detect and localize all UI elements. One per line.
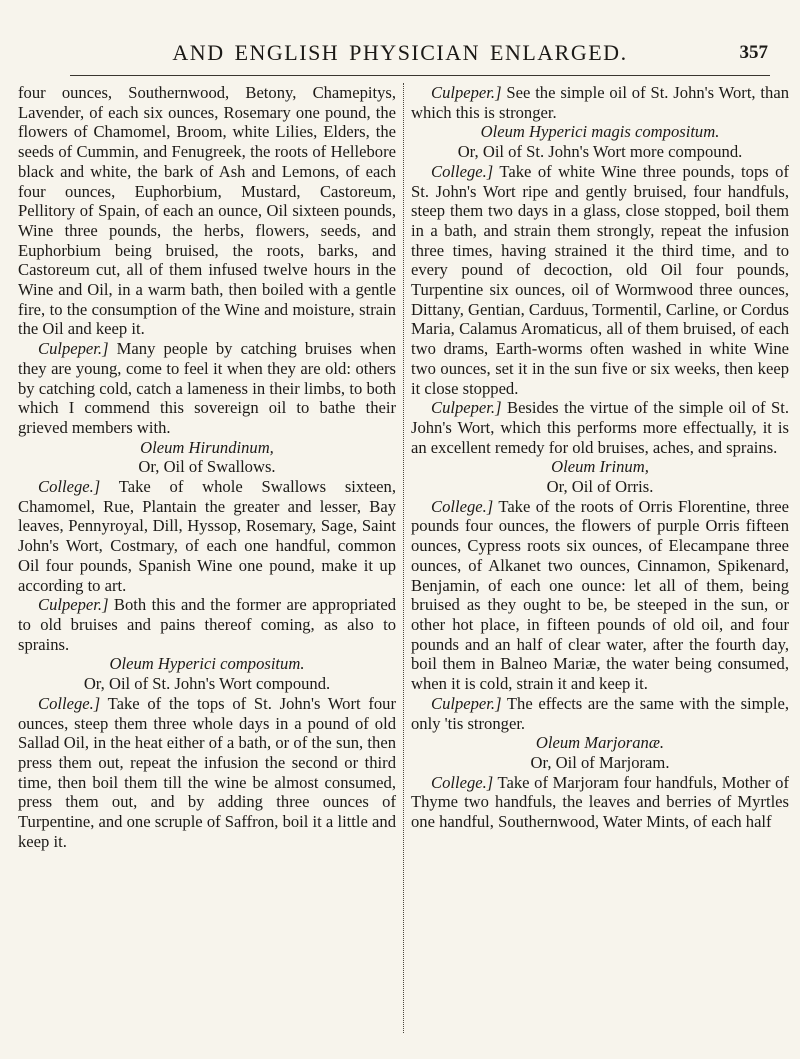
paragraph <box>18 477 396 595</box>
header-rule <box>70 75 770 76</box>
paragraph-text: Take of white Wine three pounds, tops of St. John's Wort ripe and gently bruised, four handfuls, steep them two days in a glass, close stopped, boil them in a bath, and strain them strongly, repeat the infusion three times, having strained it the third time, and to every pound of decoction, old Oil four pounds, Turpentine six ounces, oil of Wormwood three ounces, Dittany, Gentian, Carduus, Tormentil, Carline, or Cordus Maria, Calamus Aromaticus, all of them bruised, of each two drams, Earth-worms often washed in white Wine two ounces, set it in the sun five or six weeks, then keep it close stopped. <box>411 161 789 398</box>
paragraph-text: Take of the roots of Orris Florentine, three pounds four ounces, the flowers of purple Orris fifteen ounces, Cypress roots six ounces, of Elecampane three ounces, of Alkanet two ounces, Cinnamon, Spikenard, Benjamin, of each one ounce: let all of them, being bruised as they ought to be, be steeped in the sun, or other hot place, in fifteen pounds of old oil, and four pounds and an half of clear water, after the fourth day, boil them in Balneo Mariæ, the water being consumed, when it is cold, strain it and keep it. <box>411 496 789 694</box>
speaker-label: College.] <box>431 772 494 792</box>
running-title: AND ENGLISH PHYSICIAN ENLARGED. <box>172 40 628 65</box>
recipe-title: Oleum Hyperici magis compositum. <box>480 122 720 142</box>
column-divider <box>403 83 404 1033</box>
speaker-label: Culpeper.] <box>431 398 502 418</box>
paragraph-text: Many people by catching bruises when they are young, come to feel it when they are old: others by catching cold, catch a lameness in their limbs, to both which I commend this sovereign oil to bathe their grieved members with. <box>18 339 396 437</box>
speaker-label: College.] <box>38 693 101 713</box>
paragraph-text: Take of the tops of St. John's Wort four ounces, steep them three whole days in a pound of old Sallad Oil, in the heat either of a bath, or of the sun, then press them out, repeat the infusion the second or third time, then boil them till the wine be almost consumed, press them out, and by adding three ounces of Turpentine, and one scruple of Saffron, boil it a little and keep it. <box>18 693 396 851</box>
page-number: 357 <box>739 42 768 63</box>
paragraph <box>411 694 789 733</box>
left-column <box>18 83 396 851</box>
speaker-label: Culpeper.] <box>431 83 502 102</box>
paragraph <box>18 339 396 438</box>
paragraph <box>18 83 396 339</box>
paragraph-text: Take of whole Swallows sixteen, Chamomel, Rue, Plantain the greater and lesser, Bay leaves, Pennyroyal, Dill, Hyssop, Rosemary, Sage, Saint John's Wort, Costmary, of each one handful, common Oil four pounds, Spanish Wine one pound, make it up according to art. <box>18 477 396 595</box>
paragraph <box>411 497 789 694</box>
paragraph <box>411 773 789 832</box>
speaker-label: Culpeper.] <box>38 595 109 615</box>
paragraph-text: See the simple oil of St. John's Wort, than which this is stronger. <box>411 83 789 122</box>
paragraph-text: The effects are the same with the simple, only 'tis stronger. <box>411 693 789 733</box>
speaker-label: Culpeper.] <box>431 693 502 713</box>
paragraph <box>411 83 789 122</box>
recipe-subtitle: Or, Oil of Swallows. <box>138 457 276 477</box>
recipe-title: Oleum Irinum, <box>551 457 649 477</box>
paragraph-text: Both this and the former are appropriated to old bruises and pains thereof coming, as also to sprains. <box>18 595 396 654</box>
recipe-title: Oleum Hirundinum, <box>140 437 274 457</box>
paragraph <box>411 162 789 398</box>
running-header <box>0 40 800 80</box>
paragraph <box>411 398 789 457</box>
paragraph <box>18 595 396 654</box>
recipe-subtitle: Or, Oil of St. John's Wort compound. <box>83 674 331 694</box>
recipe-subtitle: Or, Oil of Marjoram. <box>530 752 670 772</box>
recipe-title: Oleum Hyperici compositum. <box>109 654 305 674</box>
paragraph-text: Take of Marjoram four handfuls, Mother of Thyme two handfuls, the leaves and berries of Myrtles one handful, Southernwood, Water Mints, of each half <box>411 772 789 832</box>
paragraph <box>18 694 396 852</box>
speaker-label: College.] <box>431 496 494 516</box>
right-column <box>411 83 789 832</box>
speaker-label: College.] <box>38 477 101 497</box>
speaker-label: Culpeper.] <box>38 339 109 359</box>
recipe-subtitle: Or, Oil of Orris. <box>546 477 654 497</box>
speaker-label: College.] <box>431 161 494 181</box>
paragraph-text: Besides the virtue of the simple oil of St. John's Wort, which this performs more effectually, it is an excellent remedy for old bruises, aches, and sprains. <box>411 398 789 457</box>
paragraph-text: four ounces, Southernwood, Betony, Chamepitys, Lavender, of each six ounces, Rosemary one pound, the flowers of Chamomel, Broom, white Lilies, Elders, the seeds of Cummin, and Fenugreek, the roots of Hellebore black and white, the bark of Ash and Lemons, of each four ounces, Euphorbium, Mustard, Castoreum, Pellitory of Spain, of each an ounce, Oil sixteen pounds, Wine three pounds, the herbs, flowers, seeds, and Euphorbium being bruised, the roots, barks, and Castoreum cut, all of them infused twelve hours in the Wine and Oil, in a warm bath, then boiled with a gentle fire, to the consumption of the Wine and moisture, strain the Oil and keep it. <box>18 83 396 339</box>
recipe-title: Oleum Marjoranæ. <box>535 733 665 753</box>
recipe-subtitle: Or, Oil of St. John's Wort more compound. <box>457 142 743 162</box>
